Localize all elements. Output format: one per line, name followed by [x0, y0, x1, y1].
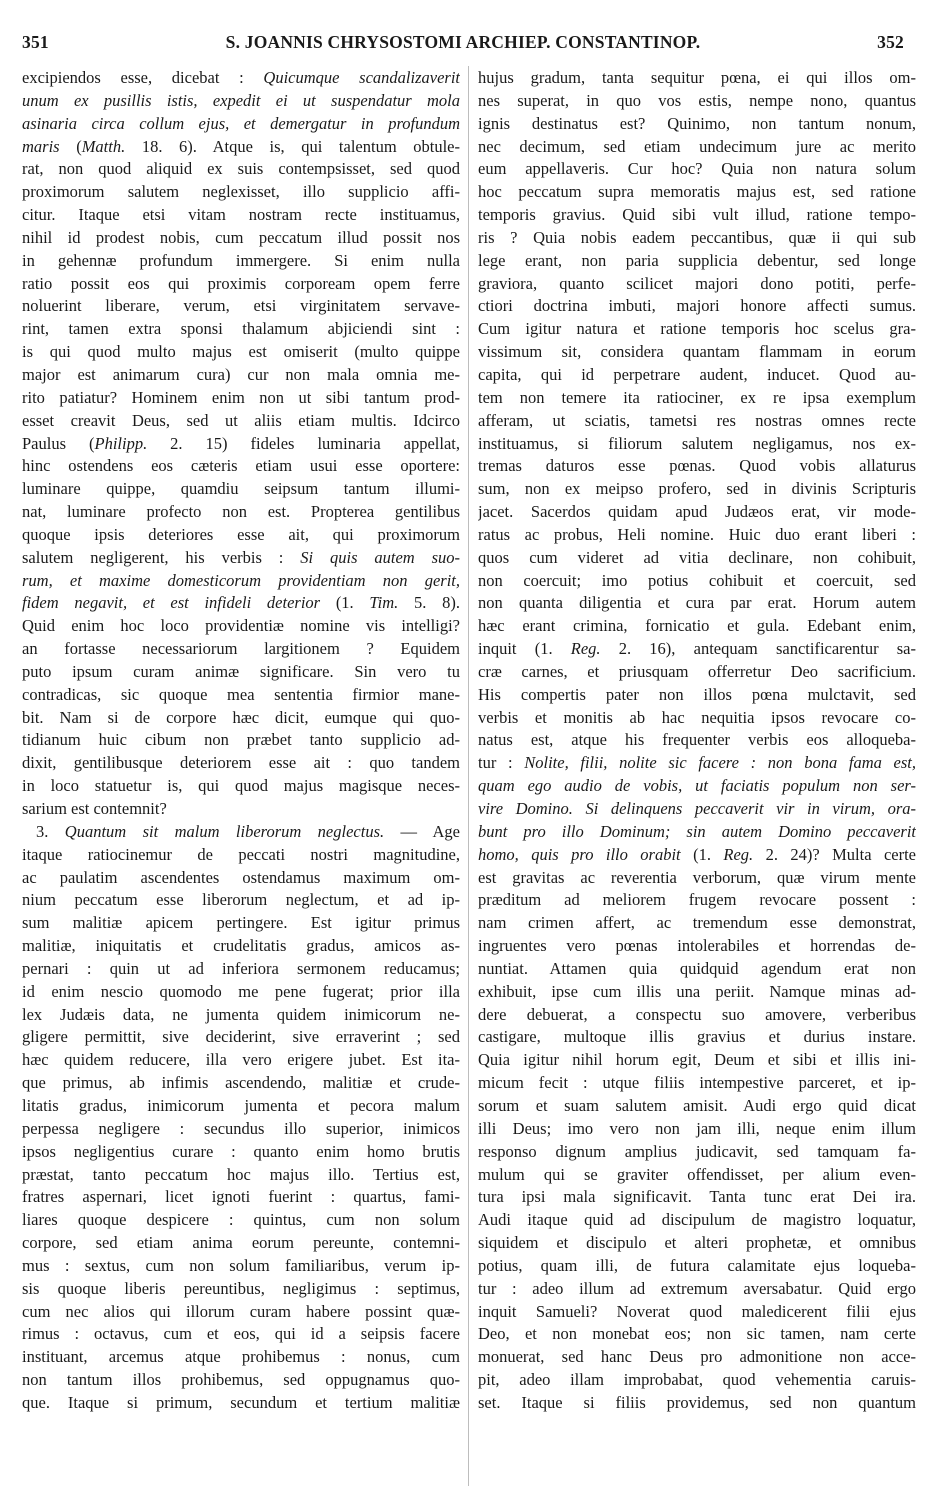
- text-line: [22, 364, 460, 387]
- text-span: micum fecit : utque filiis intempestive parceret, et ip-: [478, 1073, 916, 1093]
- text-line: [22, 1049, 460, 1072]
- text-span: siquidem et discipulo et alteri prophetæ, et omnibus: [478, 1233, 916, 1253]
- text-line: [22, 592, 460, 615]
- text-span: contradicas, sic quoque mea sententia firmior mane-: [22, 684, 460, 704]
- text-span: pit, adeo illam improbabat, quod vehementia caruis-: [478, 1370, 916, 1390]
- text-span: nam crimen affert, ac tremendum esse demonstrat,: [478, 913, 916, 933]
- text-line: [22, 775, 460, 798]
- text-line: [22, 547, 460, 570]
- text-span: nec decimum, sed etiam undecimum jure ac merito: [478, 136, 916, 156]
- text-line: [22, 912, 460, 935]
- text-span: itaque ratiocinemur de peccati nostri magnitudine,: [22, 844, 460, 864]
- text-span: tur :: [478, 753, 525, 773]
- text-line: [22, 1278, 460, 1301]
- italic-text: vire Domino. Si delinquens peccaverit vir in virum, ora-: [478, 799, 916, 818]
- text-span: sum malitiæ apicem pertingere. Est igitur primus: [22, 913, 460, 933]
- text-span: Deo, et non monebat eos; non sic tamen, nam certe: [478, 1324, 916, 1344]
- text-line: [478, 1301, 916, 1324]
- text-span: castigare, multoque illis gravius et durius instare.: [478, 1027, 916, 1047]
- left-column: [22, 67, 460, 1415]
- text-span: mulum qui se graviter offendisset, per alium even-: [478, 1164, 916, 1184]
- text-line: [22, 1095, 460, 1118]
- text-line: [478, 570, 916, 593]
- text-span: ipsos negligentius curare : quanto enim homo brutis: [22, 1141, 460, 1161]
- text-line: [478, 227, 916, 250]
- text-line: [22, 478, 460, 501]
- text-span: illi Deus; imo vero non jam illi, neque enim illum: [478, 1118, 916, 1138]
- column-divider: [468, 66, 469, 1486]
- text-span: afferam, ut sciatis, tametsi res nostras omnes recte: [478, 410, 916, 430]
- text-line: [22, 318, 460, 341]
- text-span: rint, tamen extra sponsi thalamum abjiciendi sint :: [22, 319, 460, 339]
- text-line: [478, 433, 916, 456]
- text-span: 2. 16), antequam sanctificarentur sa-: [600, 639, 916, 659]
- text-line: [478, 1186, 916, 1209]
- text-span: lex Judæis data, ne jumenta quidem inimicorum ne-: [22, 1004, 460, 1024]
- text-line: [22, 821, 460, 844]
- text-line: [478, 615, 916, 638]
- text-span: monuerat, sed hanc Deus pro admonitione non acce-: [478, 1347, 916, 1367]
- italic-text: Si quis autem suo-: [300, 547, 460, 567]
- text-span: hinc ostendens eos cæteris etiam usui esse oportere:: [22, 456, 460, 476]
- text-line: [478, 912, 916, 935]
- text-line: [22, 455, 460, 478]
- text-line: [22, 1004, 460, 1027]
- text-line: [478, 867, 916, 890]
- text-span: præditum ad meliorem frugem revocare possent :: [478, 890, 916, 910]
- text-span: liares quoque despicere : quintus, cum non solum: [22, 1210, 460, 1230]
- text-span: Quia igitur nihil horum egit, Deum et sibi et illis ini-: [478, 1050, 916, 1070]
- text-span: in loco statuetur is, qui quod majus magisque neces-: [22, 776, 460, 796]
- text-line: [22, 136, 460, 159]
- text-span: instituant, arcemus atque prohibemus : nonus, cum: [22, 1347, 460, 1367]
- text-span: salutem negligerent, his verbis :: [22, 547, 301, 567]
- italic-text: maris: [22, 136, 60, 156]
- text-span: litatis gradus, inimicorum jumenta et pecora malum: [22, 1095, 460, 1115]
- text-line: [478, 478, 916, 501]
- text-span: major est animarum cura) cur non mala omnia me-: [22, 364, 460, 384]
- text-span: nes superat, in quo vos estis, nempe nono, quantus: [478, 90, 916, 110]
- text-span: que. Itaque si primum, secundum et tertium malitiæ: [22, 1392, 460, 1412]
- text-span: mus : sextus, cum non solum familiaribus, verum ip-: [22, 1255, 460, 1275]
- text-span: jacet. Sacerdos quidam apud Judæos erat, vir mode-: [478, 502, 916, 522]
- text-span: hujus gradum, tanta sequitur pœna, ei qui illos om-: [478, 68, 916, 87]
- text-line: [478, 752, 916, 775]
- text-line: [478, 1026, 916, 1049]
- text-span: His compertis pater non illos pœna mulctavit, sed: [478, 684, 916, 704]
- text-line: [22, 1369, 460, 1392]
- text-line: [22, 1118, 460, 1141]
- text-line: [478, 136, 916, 159]
- italic-text: Matth.: [81, 136, 126, 156]
- text-line: [22, 1255, 460, 1278]
- text-span: an fortasse necessariorum largitionem ? Equidem: [22, 639, 460, 659]
- text-span: præstat, tanto peccatum hoc majus illo. Tertius est,: [22, 1164, 460, 1184]
- text-line: [478, 1004, 916, 1027]
- text-line: [22, 570, 460, 593]
- text-line: [22, 250, 460, 273]
- text-line: [478, 707, 916, 730]
- text-line: [478, 410, 916, 433]
- italic-text: Quicumque scandalizaverit: [263, 68, 460, 87]
- text-span: eum appellaveris. Cur hoc? Quia non natura solum: [478, 159, 916, 179]
- text-line: [478, 958, 916, 981]
- text-line: [478, 67, 916, 90]
- text-line: [478, 90, 916, 113]
- text-span: tremas daturos esse pœnas. Quod vobis allaturus: [478, 456, 916, 476]
- text-line: [478, 181, 916, 204]
- italic-text: Quantum sit malum liberorum neglectus.: [64, 821, 385, 841]
- text-line: [22, 684, 460, 707]
- text-line: [478, 1095, 916, 1118]
- text-line: [478, 798, 916, 821]
- text-line: [22, 1301, 460, 1324]
- text-span: tem non temere ita ratiociner, ex re ipsa exemplum: [478, 387, 916, 407]
- text-line: [22, 341, 460, 364]
- text-line: [22, 158, 460, 181]
- text-span: esset creavit Deus, sed ut aliis etiam multis. Idcirco: [22, 410, 460, 430]
- text-span: ctiori doctrina imbuti, majori honore affecti sumus.: [478, 296, 916, 316]
- text-span: set. Itaque si filiis providemus, sed non quantum: [478, 1392, 916, 1412]
- text-line: [478, 295, 916, 318]
- text-span: 2. 15) fideles luminaria appellat,: [147, 433, 460, 453]
- text-span: bit. Nam si de corpore hæc dicit, eumque qui quo-: [22, 707, 460, 727]
- text-line: [478, 341, 916, 364]
- text-line: [478, 775, 916, 798]
- text-span: excipiendos esse, dicebat :: [22, 68, 264, 87]
- running-title: S. JOANNIS CHRYSOSTOMI ARCHIEP. CONSTANTINOP.: [225, 32, 701, 52]
- text-line: [22, 67, 460, 90]
- text-span: ratio possit eos qui proximis corpoream opem ferre: [22, 273, 460, 293]
- text-span: sum, non ex meipso profero, sed in divinis Scripturis: [478, 479, 916, 499]
- text-span: sarium est contemnit?: [22, 799, 167, 818]
- text-line: [478, 1072, 916, 1095]
- running-head: [22, 32, 904, 58]
- text-span: non coercuit; imo potius cohibuit et coercuit, sed: [478, 570, 916, 590]
- text-span: hæc erant crimina, fornicatio et gula. Edebant enim,: [478, 616, 916, 636]
- text-span: is qui quod multo majus est omiserit (multo quippe: [22, 342, 460, 362]
- text-span: puto ipsum curam animæ significare. Sin vero tu: [22, 661, 460, 681]
- text-span: (1.: [320, 593, 370, 613]
- text-line: [478, 844, 916, 867]
- text-line: [478, 1141, 916, 1164]
- text-line: [22, 958, 460, 981]
- text-line: [478, 318, 916, 341]
- text-span: in gehennæ profundum immergere. Si enim nulla: [22, 250, 460, 270]
- italic-text: Reg.: [570, 639, 601, 659]
- text-span: 18. 6). Atque is, qui talentum obtule-: [125, 136, 460, 156]
- text-line: [478, 1346, 916, 1369]
- text-line: [22, 295, 460, 318]
- text-line: [478, 1255, 916, 1278]
- italic-text: Tim.: [369, 593, 399, 613]
- text-line: [22, 1323, 460, 1346]
- text-span: natus est, atque his frequenter verbis eos alloqueba-: [478, 730, 916, 750]
- text-line: [22, 387, 460, 410]
- text-span: nat, luminare profecto non est. Propterea gentilibus: [22, 502, 460, 522]
- italic-text: bunt pro illo Dominum; sin autem Domino peccaverit: [478, 821, 916, 841]
- text-line: [478, 821, 916, 844]
- text-line: [22, 935, 460, 958]
- text-span: potius, quam illi, de futura calamitate ejus loqueba-: [478, 1255, 916, 1275]
- text-span: ingruentes vero pœnas intolerabiles et horrendas de-: [478, 936, 916, 956]
- text-line: [478, 455, 916, 478]
- text-line: [478, 1323, 916, 1346]
- text-line: [22, 729, 460, 752]
- text-span: Audi itaque quid ad discipulum de magistro loquatur,: [478, 1210, 916, 1230]
- text-line: [22, 501, 460, 524]
- text-line: [22, 433, 460, 456]
- text-span: instituamus, si filiorum salutem negligamus, nos ex-: [478, 433, 916, 453]
- right-column: [478, 67, 916, 1415]
- italic-text: quam ego audio de vobis, ut faciatis populum non ser-: [478, 776, 916, 796]
- text-span: ac paulatim ascendentes ostendamus maximum om-: [22, 867, 460, 887]
- text-span: exhibuit, ipse cum illis una periit. Namque minas ad-: [478, 981, 916, 1001]
- text-line: [478, 661, 916, 684]
- text-span: hæc quidem reducere, illa vero erigere jubet. Est ita-: [22, 1050, 460, 1070]
- text-span: (1.: [680, 844, 724, 864]
- text-span: citur. Itaque etsi vitam nostram recte instituamus,: [22, 205, 460, 225]
- text-span: tura ipsi mala significavit. Tanta tunc erat Dei ira.: [478, 1187, 916, 1207]
- text-line: [478, 684, 916, 707]
- text-span: rito patiatur? Hominem enim non ut sibi tantum prod-: [22, 387, 460, 407]
- text-span: proximorum salutem neglexisset, illo supplicio affi-: [22, 182, 460, 202]
- text-span: lege erant, non paria supplicia debentur, sed longe: [478, 250, 916, 270]
- text-line: [22, 227, 460, 250]
- text-span: Cum igitur natura et ratione temporis hoc scelus gra-: [478, 319, 916, 339]
- text-line: [22, 181, 460, 204]
- italic-text: Nolite, filii, nolite sic facere : non bona fama est,: [524, 753, 916, 773]
- text-line: [478, 364, 916, 387]
- text-line: [22, 889, 460, 912]
- text-line: [478, 1118, 916, 1141]
- text-span: non quanta diligentia et cura par erat. Horum autem: [478, 593, 916, 613]
- text-line: [22, 410, 460, 433]
- text-span: rimus : octavus, cum et eos, qui id a seipsis facere: [22, 1324, 460, 1344]
- text-span: graviora, quanto scilicet majori dono potiti, perfe-: [478, 273, 916, 293]
- text-line: [22, 638, 460, 661]
- text-line: [478, 113, 916, 136]
- page-number-right: 352: [877, 32, 904, 52]
- text-line: [22, 204, 460, 227]
- text-span: pernari : quin ut ad inferiora sermonem reducamus;: [22, 958, 460, 978]
- text-span: nuntiat. Attamen quia quidquid agendum erat non: [478, 958, 916, 978]
- text-line: [478, 250, 916, 273]
- text-line: [478, 592, 916, 615]
- text-line: [478, 1164, 916, 1187]
- text-line: [478, 638, 916, 661]
- page-number-left: 351: [22, 32, 49, 52]
- text-line: [22, 1164, 460, 1187]
- text-line: [22, 1232, 460, 1255]
- text-line: [22, 1186, 460, 1209]
- text-line: [478, 1209, 916, 1232]
- text-line: [478, 1278, 916, 1301]
- text-span: fratres aspernari, licet ignoti fuerint : quartus, fami-: [22, 1187, 460, 1207]
- text-line: [22, 981, 460, 1004]
- text-line: [22, 1141, 460, 1164]
- text-span: dere debuerat, a conspectu suo amovere, verberibus: [478, 1004, 916, 1024]
- text-line: [22, 1392, 460, 1415]
- text-line: [478, 273, 916, 296]
- text-span: corpore, sed etiam anima eorum pereunte, contemni-: [22, 1233, 460, 1253]
- text-span: responso dignum amplius judicavit, sed tamquam fa-: [478, 1141, 916, 1161]
- italic-text: asinaria circa collum ejus, et demergatur in profundum: [22, 113, 460, 133]
- text-span: verbis et monitis ab hac nequitia ipsos revocare co-: [478, 707, 916, 727]
- text-span: cræ carnes, et priusquam offerretur Deo sacrificium.: [478, 661, 916, 681]
- italic-text: Reg.: [723, 844, 754, 864]
- text-span: tur : adeo illum ad extremum aversabatur. Quid ergo: [478, 1278, 916, 1298]
- text-span: sorum et suam salutem amisit. Audi ergo quid dicat: [478, 1095, 916, 1115]
- text-line: [22, 707, 460, 730]
- italic-text: rum, et maxime domesticorum providentiam non gerit,: [22, 570, 460, 590]
- text-span: non tantum illos prohibemus, sed oppugnamus quo-: [22, 1370, 460, 1390]
- text-span: Quid enim hoc loco providentiæ nomine vis intelligi?: [22, 616, 460, 636]
- text-span: dixit, gentilibusque deteriorem esse ait : quo tandem: [22, 753, 460, 773]
- text-span: tidianum huic cibum non præbet tanto supplicio ad-: [22, 730, 460, 750]
- text-span: noluerint liberare, verum, etsi virginitatem servave-: [22, 296, 460, 316]
- text-span: perpessa negligere : secundus illo superior, inimicos: [22, 1118, 460, 1138]
- text-line: [478, 387, 916, 410]
- text-line: [22, 1346, 460, 1369]
- text-span: est gravitas ac reverentia verborum, quæ virum mente: [478, 867, 916, 887]
- text-line: [478, 1392, 916, 1415]
- text-span: cum nec alios qui illorum curam habere possint quæ-: [22, 1301, 460, 1321]
- text-span: Paulus (: [22, 433, 95, 453]
- italic-text: unum ex pusillis istis, expedit ei ut suspendatur mola: [22, 90, 460, 110]
- text-span: quos cum videret ad vitia declinare, non cohibuit,: [478, 547, 916, 567]
- text-span: (: [59, 136, 82, 156]
- text-span: nium peccatum esse liberorum neglectum, et ad ip-: [22, 890, 460, 910]
- text-line: [478, 1369, 916, 1392]
- text-span: 5. 8).: [398, 593, 460, 613]
- text-line: [478, 981, 916, 1004]
- text-span: capita, qui id perpetrare audent, inducet. Quod au-: [478, 364, 916, 384]
- text-line: [22, 113, 460, 136]
- text-line: [478, 547, 916, 570]
- text-span: nihil id prodest nobis, cum peccatum illud possit nos: [22, 227, 460, 247]
- text-span: 2. 24)? Multa certe: [753, 844, 916, 864]
- text-line: [478, 524, 916, 547]
- text-span: inquit Samueli? Noverat quod maledicerent filii ejus: [478, 1301, 916, 1321]
- text-span: luminare quippe, quamdiu seipsum tantum illumi-: [22, 479, 460, 499]
- text-line: [478, 1049, 916, 1072]
- text-line: [478, 204, 916, 227]
- text-line: [478, 158, 916, 181]
- text-line: [478, 1232, 916, 1255]
- text-line: [22, 752, 460, 775]
- text-span: ignis destinatus est? Quinimo, non tantum nonum,: [478, 113, 916, 133]
- text-line: [22, 615, 460, 638]
- text-span: ris ? Quia nobis eadem peccantibus, quæ ii qui sub: [478, 227, 916, 247]
- text-line: [22, 844, 460, 867]
- text-span: malitiæ, iniquitatis et crudelitatis gradus, amicos as-: [22, 936, 460, 956]
- text-span: que primus, ab infimis ascendendo, malitiæ et crude-: [22, 1073, 460, 1093]
- text-line: [22, 524, 460, 547]
- text-span: vissimum sit, considera quantam flammam in eorum: [478, 342, 916, 362]
- text-line: [22, 273, 460, 296]
- text-span: ratus ac probus, Heli nomine. Huic duo erant liberi :: [478, 524, 916, 544]
- text-span: temporis gravius. Quid sibi vult illud, ratione tempo-: [478, 205, 916, 225]
- text-line: [478, 501, 916, 524]
- text-span: quoque ipsis deteriores esse ait, qui proximorum: [22, 524, 460, 544]
- text-span: id enim nescio quomodo me pene fugerat; prior illa: [22, 981, 460, 1001]
- text-line: [22, 798, 460, 821]
- text-line: [22, 90, 460, 113]
- text-line: [22, 661, 460, 684]
- text-span: inquit (1.: [478, 639, 571, 659]
- italic-text: homo, quis pro illo orabit: [478, 844, 681, 864]
- text-line: [22, 867, 460, 890]
- text-span: hoc peccatum supra memoratis majus est, sed ratione: [478, 182, 916, 202]
- italic-text: fidem negavit, et est infideli deterior: [22, 593, 321, 613]
- text-span: gligere permittit, sive deciderint, sive erraverint ; sed: [22, 1027, 460, 1047]
- text-line: [478, 729, 916, 752]
- text-line: [478, 889, 916, 912]
- text-line: [478, 935, 916, 958]
- text-span: 3.: [36, 821, 65, 841]
- text-span: — Age: [384, 821, 460, 841]
- text-span: rat, non quod aliquid ex suis contempsisset, sed quod: [22, 159, 460, 179]
- text-line: [22, 1072, 460, 1095]
- text-line: [22, 1209, 460, 1232]
- text-span: sis quoque liberis pereuntibus, negligimus : septimus,: [22, 1278, 460, 1298]
- text-line: [22, 1026, 460, 1049]
- italic-text: Philipp.: [94, 433, 148, 453]
